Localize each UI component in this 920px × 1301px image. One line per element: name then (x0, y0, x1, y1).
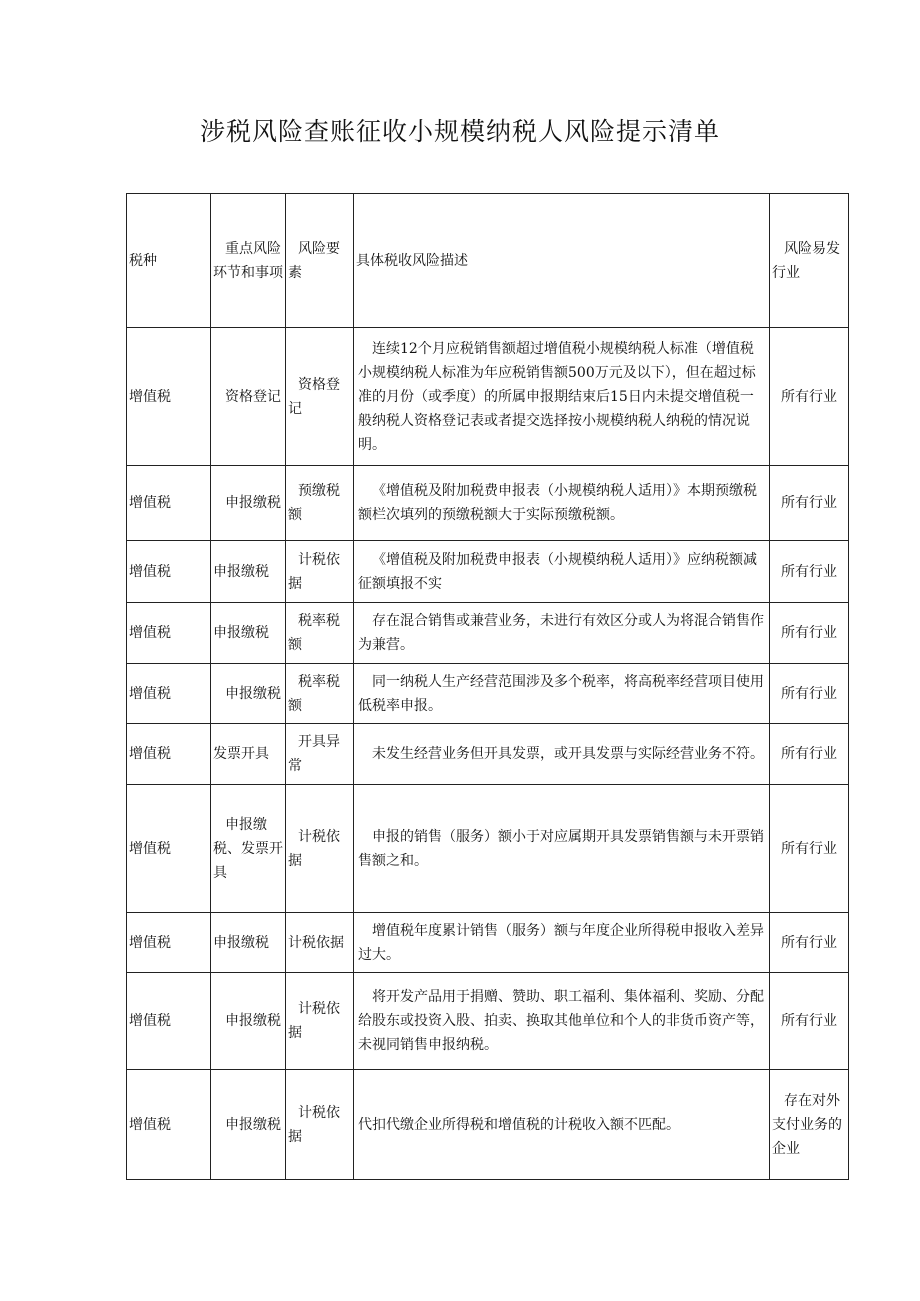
cell-description: 《增值税及附加税费申报表（小规模纳税人适用）》应纳税额减征额填报不实 (354, 541, 770, 603)
table-row (127, 785, 849, 913)
cell-risk-element: 计税依据 (286, 973, 354, 1070)
cell-description: 同一纳税人生产经营范围涉及多个税率，将高税率经营项目使用低税率申报。 (354, 664, 770, 724)
cell-industry: 所有行业 (770, 664, 849, 724)
table-row (127, 328, 849, 466)
cell-risk-element: 税率税额 (286, 603, 354, 664)
cell-risk-element: 开具异常 (286, 724, 354, 785)
cell-description: 存在混合销售或兼营业务，未进行有效区分或人为将混合销售作为兼营。 (354, 603, 770, 664)
cell-tax: 增值税 (127, 724, 211, 785)
document-title: 涉税风险查账征收小规模纳税人风险提示清单 (199, 117, 720, 146)
cell-risk-link: 资格登记 (211, 328, 286, 466)
cell-tax: 增值税 (127, 328, 211, 466)
cell-industry: 所有行业 (770, 724, 849, 785)
table-row (127, 466, 849, 541)
cell-risk-link: 申报缴税 (211, 664, 286, 724)
cell-risk-element: 计税依据 (286, 1070, 354, 1180)
cell-tax: 增值税 (127, 603, 211, 664)
table-row (127, 603, 849, 664)
cell-tax: 增值税 (127, 973, 211, 1070)
cell-risk-element: 计税依据 (286, 541, 354, 603)
table-header-row (127, 194, 849, 328)
cell-description: 将开发产品用于捐赠、赞助、职工福利、集体福利、奖励、分配给股东或投资入股、拍卖、换取其他单位和个人的非货币资产等，未视同销售申报纳税。 (354, 973, 770, 1070)
cell-risk-element: 税率税额 (286, 664, 354, 724)
table-row (127, 664, 849, 724)
cell-risk-link: 申报缴税、发票开具 (211, 785, 286, 913)
cell-risk-link: 申报缴税 (211, 541, 286, 603)
cell-risk-element: 计税依据 (286, 913, 354, 973)
cell-description: 连续12个月应税销售额超过增值税小规模纳税人标准（增值税小规模纳税人标准为年应税销售额500万元及以下），但在超过标准的月份（或季度）的所属申报期结束后15日内未提交增值税一般纳税人资格登记表或者提交选择按小规模纳税人纳税的情况说明。 (354, 328, 770, 466)
header-risk-link: 重点风险环节和事项 (211, 194, 286, 328)
table-row (127, 724, 849, 785)
header-description: 具体税收风险描述 (354, 194, 770, 328)
table-row (127, 1070, 849, 1180)
cell-risk-link: 申报缴税 (211, 1070, 286, 1180)
cell-risk-link: 发票开具 (211, 724, 286, 785)
cell-tax: 增值税 (127, 664, 211, 724)
risk-table (126, 193, 849, 1180)
cell-risk-link: 申报缴税 (211, 913, 286, 973)
cell-description: 申报的销售（服务）额小于对应属期开具发票销售额与未开票销售额之和。 (354, 785, 770, 913)
header-risk-element: 风险要素 (286, 194, 354, 328)
cell-risk-link: 申报缴税 (211, 603, 286, 664)
cell-industry: 存在对外支付业务的企业 (770, 1070, 849, 1180)
cell-description: 代扣代缴企业所得税和增值税的计税收入额不匹配。 (354, 1070, 770, 1180)
cell-industry: 所有行业 (770, 973, 849, 1070)
cell-industry: 所有行业 (770, 603, 849, 664)
cell-risk-link: 申报缴税 (211, 973, 286, 1070)
cell-industry: 所有行业 (770, 913, 849, 973)
cell-industry: 所有行业 (770, 785, 849, 913)
cell-industry: 所有行业 (770, 466, 849, 541)
table-row (127, 973, 849, 1070)
cell-tax: 增值税 (127, 541, 211, 603)
cell-industry: 所有行业 (770, 541, 849, 603)
cell-tax: 增值税 (127, 1070, 211, 1180)
cell-tax: 增值税 (127, 466, 211, 541)
cell-risk-element: 资格登记 (286, 328, 354, 466)
cell-tax: 增值税 (127, 913, 211, 973)
cell-description: 《增值税及附加税费申报表（小规模纳税人适用）》本期预缴税额栏次填列的预缴税额大于实际预缴税额。 (354, 466, 770, 541)
cell-risk-element: 预缴税额 (286, 466, 354, 541)
cell-description: 未发生经营业务但开具发票，或开具发票与实际经营业务不符。 (354, 724, 770, 785)
cell-tax: 增值税 (127, 785, 211, 913)
cell-industry: 所有行业 (770, 328, 849, 466)
cell-description: 增值税年度累计销售（服务）额与年度企业所得税申报收入差异过大。 (354, 913, 770, 973)
cell-risk-element: 计税依据 (286, 785, 354, 913)
table-row (127, 541, 849, 603)
table-row (127, 913, 849, 973)
cell-risk-link: 申报缴税 (211, 466, 286, 541)
header-tax: 税种 (127, 194, 211, 328)
header-industry: 风险易发行业 (770, 194, 849, 328)
